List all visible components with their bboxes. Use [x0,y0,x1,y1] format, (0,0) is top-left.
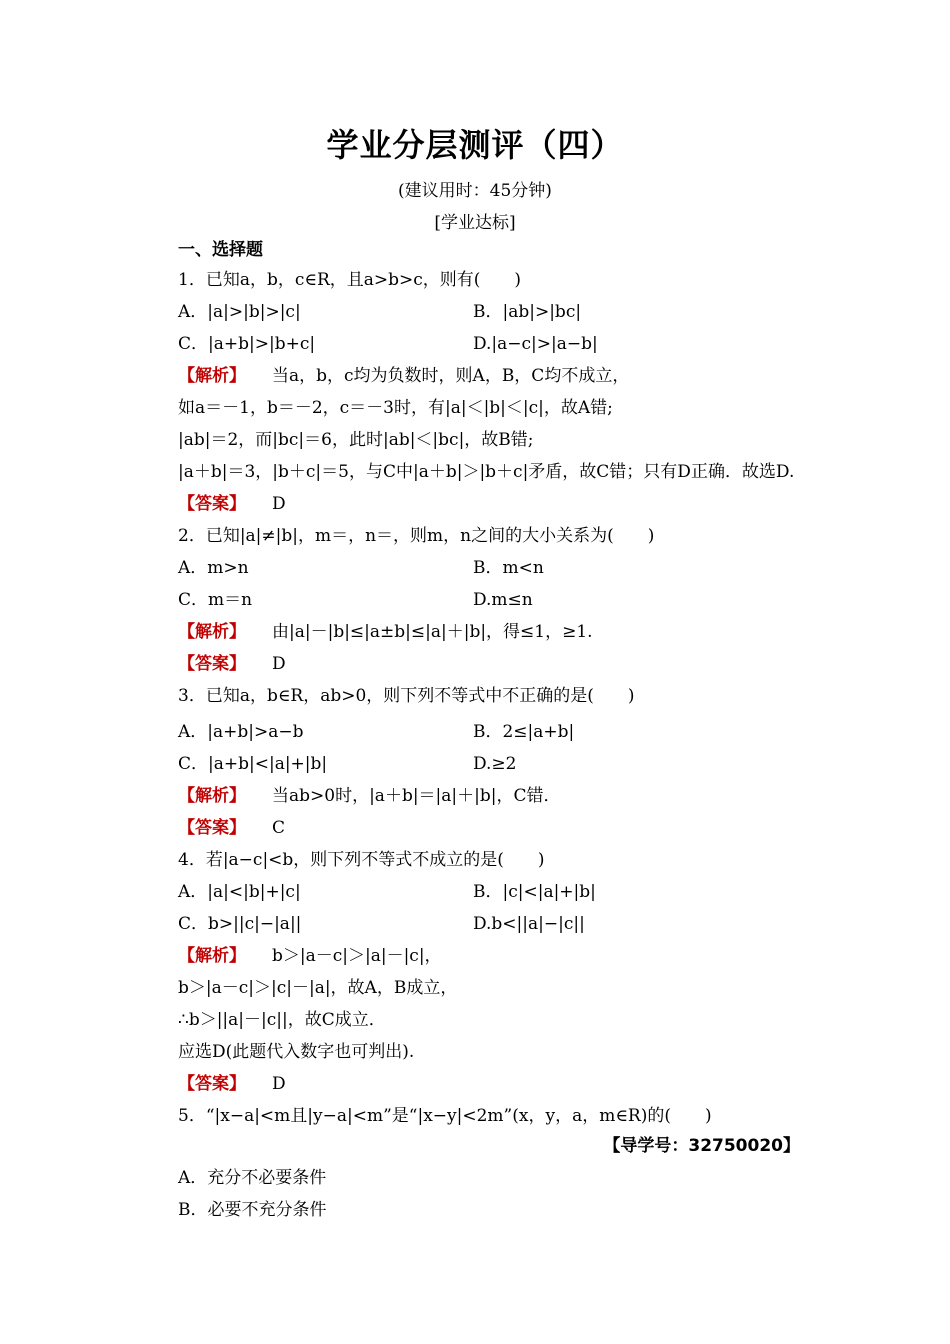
answer-tag: 【答案】 [178,494,246,514]
q4-option-d: D.b<||a|−|c|| [473,914,585,934]
q2-option-d: D.m≤n [473,590,533,610]
q1-stem: 1．已知a，b，c∈R，且a>b>c，则有( ) [178,270,522,290]
q2-option-a: A．m>n [178,558,249,578]
q3-analysis-line: 【解析】 当ab>0时，|a＋b|＝|a|＋|b|，C错． [178,786,561,806]
q2-stem: 2．已知|a|≠|b|，m＝，n＝，则m，n之间的大小关系为( ) [178,526,655,546]
q3-option-b: B．2≤|a+b| [473,722,575,742]
page-title: 学业分层测评（四） [326,126,624,164]
q3-option-d: D.≥2 [473,754,517,774]
q3-option-a: A．|a+b|>a−b [178,722,304,742]
q4-option-b: B．|c|<|a|+|b| [473,882,596,902]
q3-stem: 3．已知a，b∈R，ab>0，则下列不等式中不正确的是( ) [178,686,635,706]
q4-stem: 4．若|a−c|<b，则下列不等式不成立的是( ) [178,850,545,870]
q1-option-d: D.|a−c|>|a−b| [473,334,598,354]
q2-analysis-line: 【解析】 由|a|－|b|≤|a±b|≤|a|＋|b|，得≤1，≥1. [178,622,593,642]
q2-answer-line: 【答案】 D [178,654,286,674]
time-note: (建议用时：45分钟) [398,181,552,201]
section-label: [学业达标] [434,213,516,233]
q1-option-b: B．|ab|>|bc| [473,302,582,322]
answer-tag: 【答案】 [178,818,246,838]
q2-option-b: B．m<n [473,558,544,578]
guide-number: 【导学号：32750020】 [603,1136,800,1156]
q3-option-c: C．|a+b|<|a|+|b| [178,754,328,774]
q1-analysis-line: 如a＝－1，b＝－2，c＝－3时，有|a|＜|b|＜|c|，故A错; [178,398,613,418]
q5-option-b: B．必要不充分条件 [178,1200,327,1220]
q4-analysis-line: 应选D(此题代入数字也可判出). [178,1042,415,1062]
analysis-tag: 【解析】 [178,786,246,806]
part-heading: 一、选择题 [178,240,263,260]
q4-option-c: C．b>||c|−|a|| [178,914,302,934]
answer-tag: 【答案】 [178,1074,246,1094]
q5-option-a: A．充分不必要条件 [178,1168,327,1188]
q1-analysis-line: |a＋b|＝3，|b＋c|＝5，与C中|a＋b|＞|b＋c|矛盾，故C错；只有D正确．故选D. [178,462,795,482]
q4-analysis-line: ∴b＞||a|－|c||，故C成立． [178,1010,386,1030]
q4-option-a: A．|a|<|b|+|c| [178,882,301,902]
q3-answer-line: 【答案】 C [178,818,286,838]
q4-analysis-line: 【解析】 b＞|a－c|＞|a|－|c|， [178,946,442,966]
q1-analysis-line: 【解析】 当a，b，c均为负数时，则A，B，C均不成立， [178,366,630,386]
q1-answer-line: 【答案】 D [178,494,286,514]
q4-analysis-line: b＞|a－c|＞|c|－|a|，故A，B成立， [178,978,458,998]
q1-option-c: C．|a+b|>|b+c| [178,334,316,354]
q1-option-a: A．|a|>|b|>|c| [178,302,301,322]
answer-tag: 【答案】 [178,654,246,674]
analysis-tag: 【解析】 [178,622,246,642]
analysis-tag: 【解析】 [178,946,246,966]
q2-option-c: C．m＝n [178,590,253,610]
q5-stem: 5．“|x−a|<m且|y−a|<m”是“|x−y|<2m”(x，y，a，m∈R)的( ) [178,1106,712,1126]
q1-analysis-line: |ab|＝2，而|bc|＝6，此时|ab|＜|bc|，故B错; [178,430,534,450]
analysis-tag: 【解析】 [178,366,246,386]
q4-answer-line: 【答案】 D [178,1074,286,1094]
